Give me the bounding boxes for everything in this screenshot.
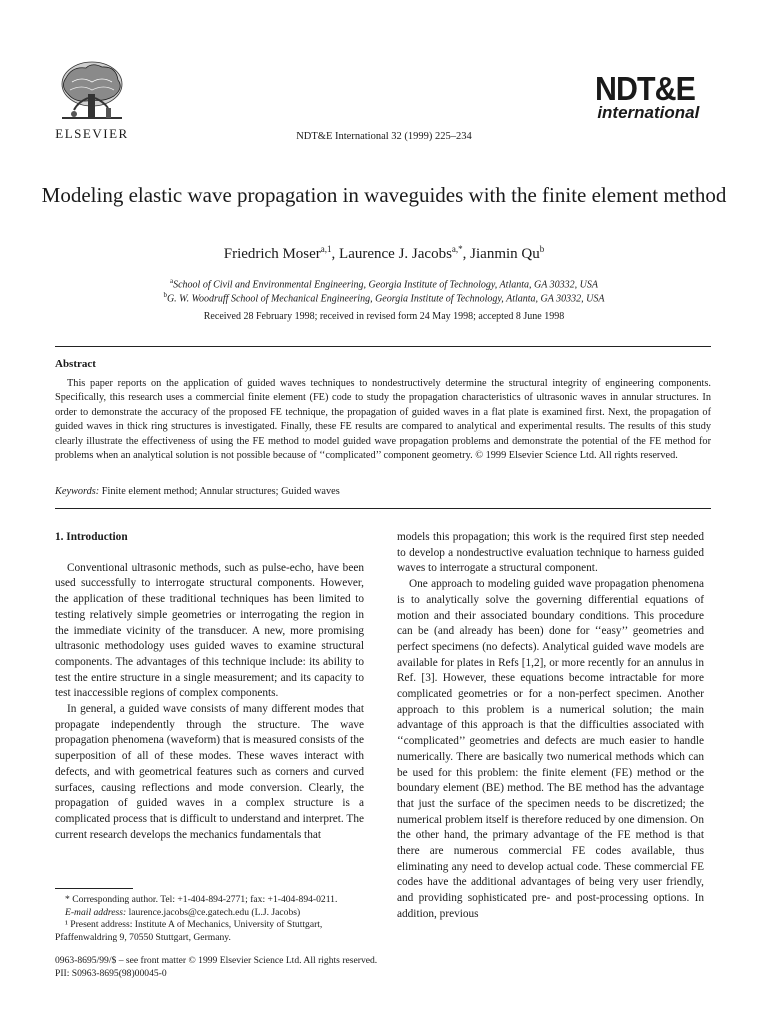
footnote-divider [55, 888, 133, 889]
present-address-note: ¹ Present address: Institute A of Mechanics, University of Stuttgart, Pfaffenwaldring 9, 70550 Stuttgart, Germany. [55, 919, 323, 943]
pii-line: PII: S0963-8695(98)00045-0 [55, 968, 167, 979]
article-title: Modeling elastic wave propagation in waveguides with the finite element method [41, 183, 727, 207]
abstract-heading: Abstract [55, 358, 96, 370]
email-address: laurence.jacobs@ce.gatech.edu (L.J. Jacobs) [126, 906, 301, 918]
keywords-label: Keywords: [55, 486, 100, 497]
keywords-list: Finite element method; Annular structures; Guided waves [99, 486, 340, 497]
corresponding-author-note: * Corresponding author. Tel: +1-404-894-2771; fax: +1-404-894-0211. [65, 894, 338, 905]
divider [55, 508, 711, 509]
copyright-line: 0963-8695/99/$ – see front matter © 1999 Elsevier Science Ltd. All rights reserved. [55, 955, 378, 966]
journal-logo-sub: international [597, 103, 700, 122]
author-name: Jianmin Qu [470, 246, 540, 262]
body-paragraph: One approach to modeling guided wave propagation phenomena is to analytically solve the governing differential equations of motion and their associated boundary conditions. This procedure can be (and already has been) done for ‘‘easy’’ geometries and perfect specimens (no defects). Analytical guided wave models are available for plates in Refs [1,2], or more recently for an annulus in Ref. [3]. However, these equations become intractable for more complicated geometries or for a non-perfect specimen. Another approach to this problem is a numerical solution; the main advantage of this approach is that the difficulties associated with ‘‘complicated’’ geometries and defects are much easier to handle numerically. There are basically two numerical methods which can be used for this problem: the finite element (FE) method or the boundary element (BE) method. The BE method has the advantage that just the surface of the specimen needs to be discretized; the numerical problem itself is therefore reduced by one dimension. On the other hand, the primary advantage of the FE method is that there are numerous commercial FE codes available, thus eliminating any need to develop actual code. These commercial FE codes have the additional advantages of being very user friendly, and providing sophisticated pre- and post-processing options. In addition, previous [397, 578, 704, 920]
footnotes [55, 894, 367, 944]
affiliation-label: b [163, 291, 167, 299]
received-dates: Received 28 February 1998; received in revised form 24 May 1998; accepted 8 June 1998 [203, 311, 565, 322]
section-heading: 1. Introduction [55, 531, 128, 543]
journal-citation: NDT&E International 32 (1999) 225–234 [296, 131, 472, 142]
author-affiliation-mark: a,1 [320, 244, 332, 254]
author-affiliation-mark: a,* [451, 244, 463, 254]
author-affiliation-mark: b [539, 244, 545, 254]
email-note [55, 907, 367, 920]
keywords [55, 486, 340, 497]
body-paragraph: In general, a guided wave consists of many different modes that propagate independently through the structure. The wave propagation phenomena (waveform) that is measured consists of the superposition of all of these modes. These waves interact with defects, and with geometrical features such as corners and curved surfaces, causing reflections and mode conversion. Clearly, the propagation of guided waves in a complex structure is a complicated process that is difficult to understand and interpret. The current research develops the mechanics fundamentals that [55, 703, 364, 841]
left-column [55, 530, 364, 843]
journal-logo-main: NDT&E [595, 70, 696, 107]
author-list [0, 244, 768, 263]
author-name: Laurence J. Jacobs [339, 246, 452, 262]
bottom-meta [55, 954, 377, 980]
body-paragraph-continuation: models this propagation; this work is the required first step needed to develop a nondestructive evaluation technique to harness guided waves to interrogate a structural component. [397, 531, 704, 575]
body-paragraph: Conventional ultrasonic methods, such as pulse-echo, have been used successfully to interrogate structural components. However, the application of these traditional techniques has been limited to testing relatively simple geometries or interrogating the region in the immediate vicinity of the transducer. A new, more promising ultrasonic methodology uses guided waves to examine structural components. The advantages of this technique include: its ability to test the entire structure in a single measurement; and its capacity to test inaccessible regions of complex components. [55, 561, 364, 700]
publisher-name: ELSEVIER [55, 126, 129, 141]
affiliation-label: a [170, 277, 174, 285]
right-column [397, 530, 704, 923]
publisher-logo [52, 58, 132, 142]
divider [55, 346, 711, 347]
elsevier-tree-icon [52, 58, 132, 126]
affiliation [0, 277, 768, 290]
author-name: Friedrich Moser [223, 246, 321, 262]
email-label: E-mail address: [65, 906, 127, 918]
author-separator: , [462, 246, 471, 262]
affiliation [0, 291, 768, 304]
affiliation-text: G. W. Woodruff School of Mechanical Engineering, Georgia Institute of Technology, Atlanta, GA 30332, USA [166, 293, 605, 305]
abstract-text: This paper reports on the application of guided waves techniques to nondestructively determine the structural integrity of engineering components. Specifically, this research uses a commercial finite element (FE) code to study the propagation characteristics of ultrasonic waves in annular structures. In order to demonstrate the accuracy of the proposed FE technique, the propagation of guided waves in a flat plate is examined first. Next, the propagation of guided waves in thick ring structures is investigated. Finally, these FE results are compared to analytical and experimental results. The results of this study clearly illustrate the effectiveness of using the FE method to model guided wave propagation problems and demonstrate the potential of the FE method for problems when an analytical solution is not possible because of ‘‘complicated’’ component geometry. © 1999 Elsevier Science Ltd. All rights reserved. [55, 378, 711, 462]
affiliation-text: School of Civil and Environmental Engineering, Georgia Institute of Technology, Atlanta, GA 30332, USA [173, 279, 598, 291]
journal-logo [595, 70, 704, 122]
author-separator: , [331, 246, 340, 262]
